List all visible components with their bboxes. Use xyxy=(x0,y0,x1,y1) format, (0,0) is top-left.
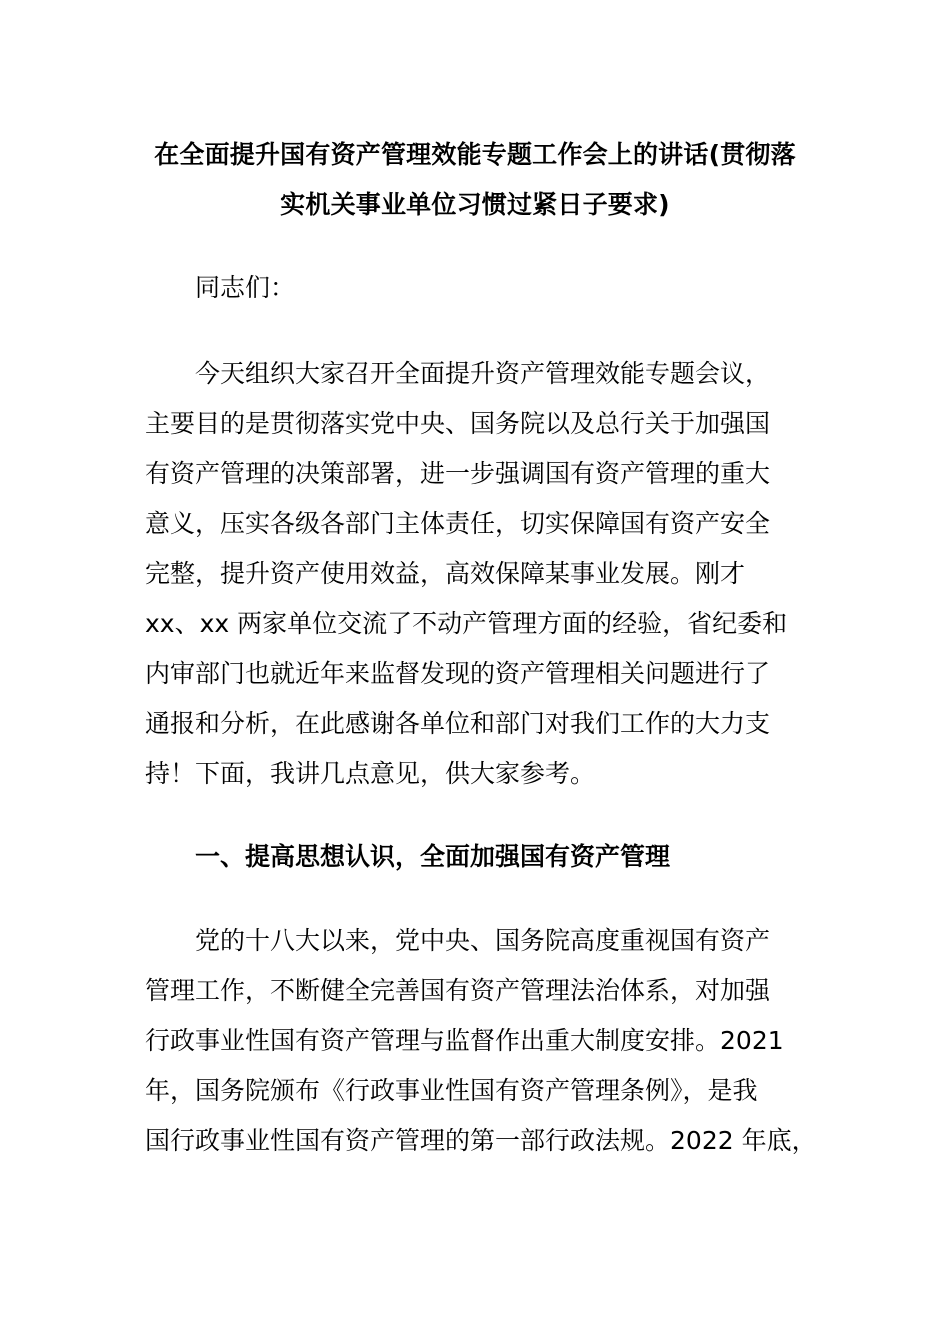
paragraph-line: 有资产管理的决策部署，进一步强调国有资产管理的重大 xyxy=(145,459,771,488)
paragraph-line: 完整，提升资产使用效益，高效保障某事业发展。刚才 xyxy=(145,559,746,588)
paragraph-line: 内审部门也就近年来监督发现的资产管理相关问题进行了 xyxy=(145,659,771,688)
document-title xyxy=(120,130,830,230)
paragraph-line: xx、xx 两家单位交流了不动产管理方面的经验，省纪委和 xyxy=(145,609,788,638)
title-line-1: 在全面提升国有资产管理效能专题工作会上的讲话(贯彻落 xyxy=(154,140,796,169)
title-line-2: 实机关事业单位习惯过紧日子要求) xyxy=(280,190,670,219)
paragraph-line: 持！下面，我讲几点意见，供大家参考。 xyxy=(145,759,596,788)
salutation xyxy=(145,263,825,313)
paragraph-line: 年，国务院颁布《行政事业性国有资产管理条例》，是我 xyxy=(145,1076,758,1105)
paragraph-line: 主要目的是贯彻落实党中央、国务院以及总行关于加强国 xyxy=(145,409,771,438)
paragraph-line: 通报和分析，在此感谢各单位和部门对我们工作的大力支 xyxy=(145,709,771,738)
section-1-heading xyxy=(145,832,825,882)
paragraph-line: 今天组织大家召开全面提升资产管理效能专题会议， xyxy=(195,359,771,388)
salutation-text: 同志们： xyxy=(195,273,296,302)
section-1-paragraph xyxy=(145,916,825,1166)
paragraph-line: 党的十八大以来，党中央、国务院高度重视国有资产 xyxy=(195,926,771,955)
paragraph-line: 国行政事业性国有资产管理的第一部行政法规。2022 年底， xyxy=(145,1126,817,1155)
intro-paragraph xyxy=(145,349,825,799)
paragraph-line: 行政事业性国有资产管理与监督作出重大制度安排。2021 xyxy=(145,1026,784,1055)
paragraph-line: 意义，压实各级各部门主体责任，切实保障国有资产安全 xyxy=(145,509,771,538)
paragraph-line: 管理工作，不断健全完善国有资产管理法治体系，对加强 xyxy=(145,976,771,1005)
section-heading-text: 一、提高思想认识，全面加强国有资产管理 xyxy=(195,842,671,871)
